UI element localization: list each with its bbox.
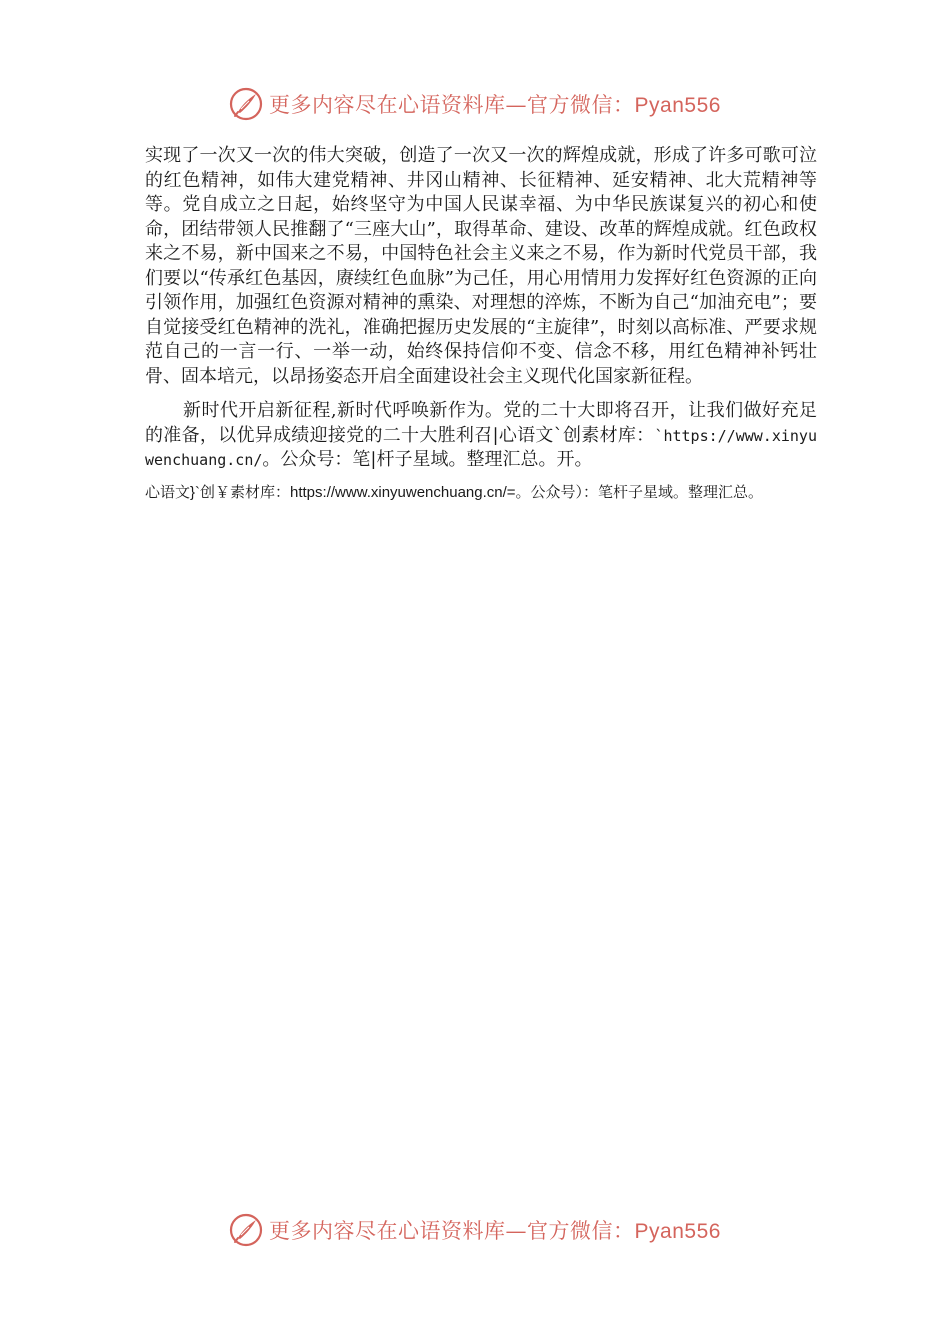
header-banner [0, 84, 950, 124]
footer-banner [0, 1210, 950, 1250]
header-banner-text [269, 89, 721, 119]
footer-banner-wechat: Pyan556 [634, 1220, 721, 1243]
paragraph-2-text-b: 。公众号：笔|杆子星域。整理汇总。开。 [262, 449, 593, 470]
header-banner-main: 更多内容尽在心语资料库—官方微信： [269, 93, 635, 117]
quill-pen-logo-icon [229, 87, 263, 121]
paragraph-2-text-a: 新时代开启新征程,新时代呼唤新作为。党的二十大即将召开，让我们做好充足的准备，以优异成绩迎接党的二十大胜利召|心语文`创素材库： [145, 400, 817, 446]
document-body [145, 144, 817, 505]
footer-banner-text [269, 1215, 721, 1245]
paragraph-1: 实现了一次又一次的伟大突破，创造了一次又一次的辉煌成就，形成了许多可歌可泣的红色精神，如伟大建党精神、井冈山精神、长征精神、延安精神、北大荒精神等等。党自成立之日起，始终坚守为中国人民谋幸福、为中华民族谋复兴的初心和使命，团结带领人民推翻了“三座大山”，取得革命、建设、改革的辉煌成就。红色政权来之不易，新中国来之不易，中国特色社会主义来之不易，作为新时代党员干部，我们要以“传承红色基因，赓续红色血脉”为己任，用心用情用力发挥好红色资源的正向引领作用，加强红色资源对精神的熏染、对理想的淬炼，不断为自己“加油充电”；要自觉接受红色精神的洗礼，准确把握历史发展的“主旋律”，时刻以高标准、严要求规范自己的一言一行、一举一动，始终保持信仰不变、信念不移，用红色精神补钙壮骨、固本培元，以昂扬姿态开启全面建设社会主义现代化国家新征程。 [145, 145, 817, 387]
quill-pen-logo-icon [229, 1213, 263, 1247]
paragraph-3: 心语文}`创￥素材库：https://www.xinyuwenchuang.cn/=。公众号）：笔杆子星域。整理汇总。 [145, 483, 764, 501]
footer-banner-main: 更多内容尽在心语资料库—官方微信： [269, 1219, 635, 1243]
header-banner-wechat: Pyan556 [634, 94, 721, 117]
header-banner-inner [229, 87, 721, 121]
paragraph-2 [145, 399, 817, 473]
paragraph-2-url: `https://www.xinyuwenchuang.cn/ [145, 426, 817, 469]
footer-banner-inner [229, 1213, 721, 1247]
